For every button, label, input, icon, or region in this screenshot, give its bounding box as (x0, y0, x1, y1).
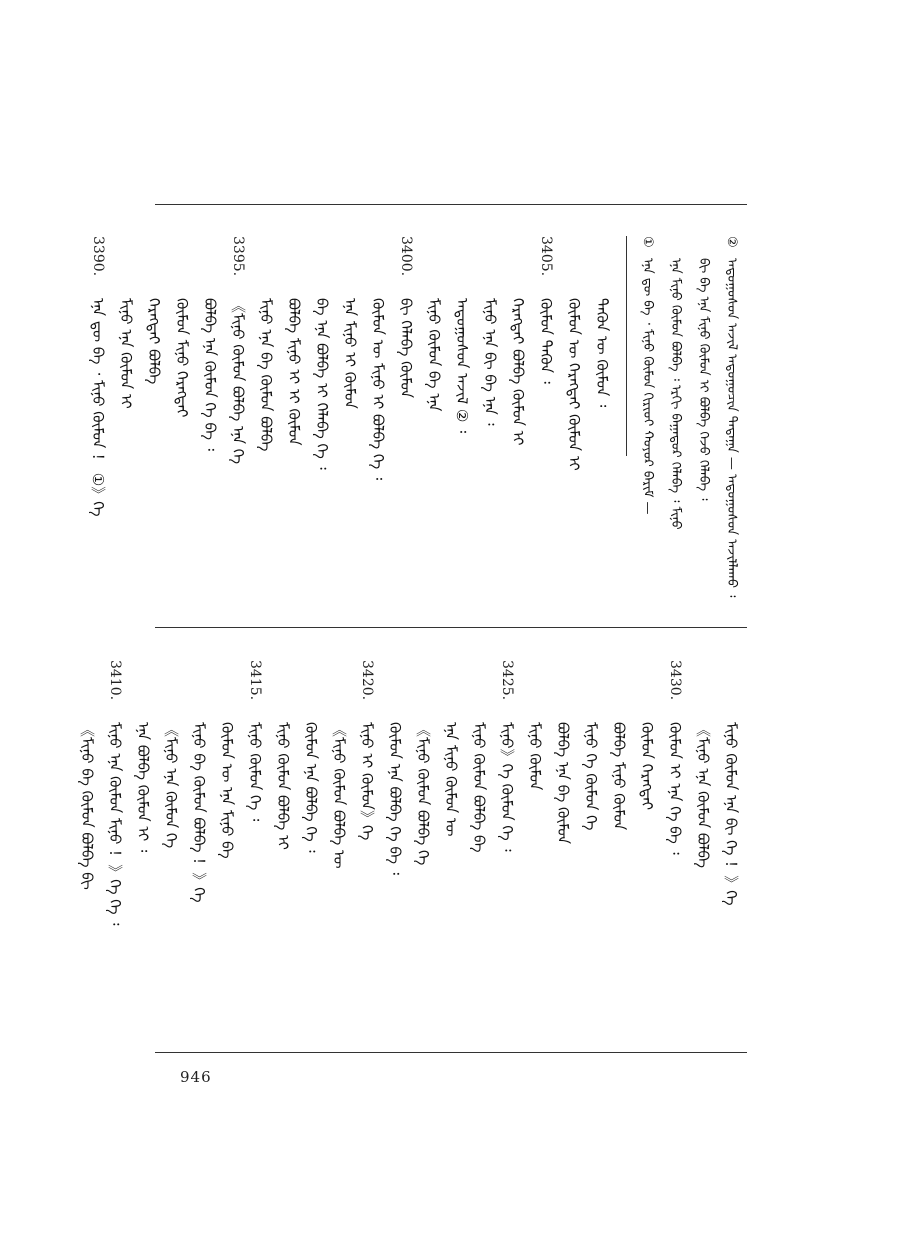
verse-line (504, 236, 532, 616)
line-text: ᠮᠢᠨᠤ ᠡᠨᠡ ᠬᠦᠮᠦᠨ ᠮᠢᠨᠤ ！》ᠭᠡ ᠭᠡ ᠄ (106, 722, 124, 926)
footnote-line (717, 236, 745, 616)
verse-line (476, 236, 504, 616)
line-text: ᠮᠢᠨᠤ ᠢ ᠬᠦᠮᠦᠨ》ᠭᠡ (358, 722, 376, 841)
line-text: ᠡᠨᠡ ᠳᠦ ᠪᠠ ᠂ ᠮᠢᠨᠤ ᠬᠦᠮᠦᠨ ！ ①》ᠭᠡ (89, 298, 107, 517)
verse-line (420, 236, 448, 616)
line-text: ᠮᠢᠨᠤ ᠬᠦᠮᠦᠨ ᠪᠣᠯᠪᠠ ᠪᠠ (470, 722, 488, 853)
line-text: ᠮᠢᠨᠤ ᠬᠦᠮᠦᠨ ᠡᠨᠡ ᠪᠢ ᠭᠡ ！》ᠭᠡ (722, 722, 740, 906)
footnote-text: ᠡᠨᠡ ᠮᠢᠨᠤ ᠬᠦᠮᠦᠨ ᠪᠣᠯᠪᠠ ᠄ ᠡᠷᠬᠢ ᠪᠠᠭᠠᠲᠤᠷ ᠬᠡᠯᠡᠪᠡ ᠄ ᠮᠢᠨᠤ (668, 258, 683, 530)
line-text: ᠬᠦᠮᠦᠨ ᠢ ᠡᠨᠡ ᠭᠡ ᠪᠠ ᠄ (666, 722, 684, 855)
verse-line (297, 660, 325, 1040)
line-text: 《ᠮᠢᠨᠤ ᠡᠨᠡ ᠬᠦᠮᠦᠨ ᠭᠡ (162, 722, 180, 849)
verse-line (213, 660, 241, 1040)
line-text: ᠮᠢᠨᠤ ᠪᠠ ᠬᠦᠮᠦᠨ ᠪᠣᠯᠪᠠ ！》ᠭᠡ (190, 722, 208, 903)
line-text: ᠮᠢᠨᠤ ᠬᠦᠮᠦᠨ ᠪᠠ ᠡᠨᠡ (425, 298, 443, 412)
line-text: 《ᠮᠢᠨᠤ ᠡᠨᠡ ᠬᠦᠮᠦᠨ ᠪᠣᠯᠪᠠ (694, 722, 712, 868)
verse-line (381, 660, 409, 1040)
line-text: ᠡᠨᠡ ᠪᠣᠯᠪᠠ ᠬᠦᠮᠦᠨ ᠢ ᠄ (134, 722, 152, 853)
verse-line (269, 660, 297, 1040)
verse-line (588, 236, 616, 616)
line-text: ᠪᠣᠯᠪᠠ ᠮᠢᠨᠤ ᠬᠦᠮᠦᠨ (610, 722, 628, 831)
line-text: ᠬᠡᠷᠡᠭᠲᠡᠢ ᠪᠣᠯᠪᠠ ᠬᠦᠮᠦᠨ ᠢ (509, 298, 527, 446)
footnote-text: ᠪᠢ ᠪᠡ ᠡᠨᠡ ᠮᠢᠨᠤ ᠬᠦᠮᠦᠨ ᠢ ᠪᠣᠯᠪᠠ ᠭᠡᠵᠦ ᠬᠡᠯᠡᠪᠡ ᠄ (696, 258, 711, 501)
verse-line (84, 236, 112, 616)
line-text: ᠪᠠ ᠡᠨᠡ ᠪᠣᠯᠪᠠ ᠢ ᠬᠡᠯᠡᠪᠡ ᠭᠡ ᠄ (313, 298, 331, 470)
verse-line (364, 236, 392, 616)
verse-line (717, 660, 745, 1040)
verse-line (280, 236, 308, 616)
verse-lines-top (84, 236, 616, 616)
verse-line (336, 236, 364, 616)
bottom-text-block (78, 660, 745, 1040)
verse-line (577, 660, 605, 1040)
line-text: ᠮᠢᠨᠤ ᠬᠦᠮᠦᠨ (526, 722, 544, 791)
verse-line (185, 660, 213, 1040)
line-text: ᠪᠣᠯᠪᠠ ᠮᠢᠨᠤ ᠢ ᠢ ᠬᠦᠮᠦᠨ (285, 298, 303, 446)
verse-line (325, 660, 353, 1040)
line-text: ᠠᠳᠤᠭᠤᠰᠤᠨ ᠠᠵᠢᠯ ② ᠄ (453, 298, 471, 434)
verse-line (241, 660, 269, 1040)
line-text: ᠡᠨᠡ ᠮᠢᠨᠤ ᠢ ᠬᠦᠮᠦᠨ (341, 298, 359, 409)
verse-line (560, 236, 588, 616)
line-number: 3430. (667, 660, 683, 701)
line-number: 3405. (538, 236, 554, 277)
verse-line (689, 660, 717, 1040)
footnote-text: ᠠᠳᠤᠭᠤᠰᠤᠨ ᠠᠵᠢᠯ ᠠᠳᠤᠭᠤᠴᠢᠨ ᠲᠠᠲᠠᠭᠠ — ᠠᠳᠤᠭᠤᠰᠤᠨ ᠠᠵᠢᠯᠯᠠᠬᠤ ᠄ (724, 258, 739, 598)
line-text: ᠡᠨᠡ ᠮᠢᠨᠤ ᠬᠦᠮᠦᠨ ᠦ (442, 722, 460, 837)
verse-line (224, 236, 252, 616)
line-text: ᠬᠦᠮᠦᠨ ᠦ ᠡᠨᠡ ᠮᠢᠨᠤ ᠪᠠ (218, 722, 236, 859)
line-text: 《ᠮᠢᠨᠤ ᠬᠦᠮᠦᠨ ᠪᠣᠯᠪᠠ ᠭᠡ (414, 722, 432, 866)
line-text: ᠬᠦᠮᠦᠨ ᠬᠡᠷᠡᠭᠲᠡᠢ (638, 722, 656, 811)
verse-line (353, 660, 381, 1040)
line-number: 3395. (230, 236, 246, 277)
verse-line (521, 660, 549, 1040)
footnote-line (661, 236, 689, 616)
line-text: ᠮᠢᠨᠤ ᠬᠦᠮᠦᠨ ᠪᠣᠯᠪᠠ ᠢ (274, 722, 292, 850)
footnote-line (633, 236, 661, 616)
verse-line (409, 660, 437, 1040)
verse-line (448, 236, 476, 616)
line-text: ᠪᠢ ᠬᠡᠯᠡᠪᠡ ᠬᠦᠮᠦᠨ (397, 298, 415, 399)
verse-line (549, 660, 577, 1040)
line-text: ᠮᠢᠨᠤ ᠭᠡ ᠬᠦᠮᠦᠨ ᠭᠡ (582, 722, 600, 831)
line-text: ᠲᠡᠭᠦᠨ ᠦ ᠬᠦᠮᠦᠨ ᠄ (593, 298, 611, 408)
verse-line (392, 236, 420, 616)
footnote-separator (626, 236, 627, 456)
page-number: 946 (180, 1068, 212, 1086)
top-text-block (89, 236, 745, 616)
line-text: ᠬᠦᠮᠦᠨ ᠦ ᠮᠢᠨᠤ ᠢ ᠪᠣᠯᠪᠠ ᠭᠡ ᠄ (369, 298, 387, 481)
verse-line (112, 236, 140, 616)
middle-rule (155, 627, 747, 628)
verse-line (437, 660, 465, 1040)
line-text: ᠮᠢᠨᠤ ᠡᠨᠡ ᠪᠢ ᠪᠠ ᠡᠨᠡ ᠄ (481, 298, 499, 426)
verse-line (101, 660, 129, 1040)
verse-line (73, 660, 101, 1040)
footnote-line (689, 236, 717, 616)
top-rule (155, 204, 747, 205)
line-text: ᠪᠣᠯᠪᠠ ᠡᠨᠡ ᠬᠦᠮᠦᠨ ᠭᠡ ᠪᠠ ᠄ (201, 298, 219, 451)
line-text: ᠬᠡᠷᠡᠭᠲᠡᠢ ᠪᠣᠯᠪᠠ (145, 298, 163, 385)
footnotes (633, 236, 745, 616)
line-text: ᠮᠢᠨᠤ ᠡᠨᠡ ᠪᠠ ᠬᠦᠮᠦᠨ ᠪᠣᠯᠪᠠ (257, 298, 275, 452)
line-number: 3425. (499, 660, 515, 701)
verse-line (465, 660, 493, 1040)
line-text: ᠬᠦᠮᠦᠨ ᠡᠨᠡ ᠪᠣᠯᠪᠠ ᠭᠡ ᠄ (302, 722, 320, 853)
verse-lines-bottom (73, 660, 745, 1040)
line-text: 《ᠮᠢᠨᠤ ᠬᠦᠮᠦᠨ ᠪᠣᠯᠪᠠ ᠡᠨᠡ ᠭᠡ (229, 298, 247, 465)
verse-line (140, 236, 168, 616)
line-number: 3415. (247, 660, 263, 701)
line-text: ᠮᠢᠨᠤ ᠡᠨᠡ ᠬᠦᠮᠦᠨ ᠢ (117, 298, 135, 409)
verse-line (196, 236, 224, 616)
line-text: 《ᠮᠢᠨᠤ ᠬᠦᠮᠦᠨ ᠪᠣᠯᠪᠠ ᠦ (330, 722, 348, 869)
verse-line (308, 236, 336, 616)
line-number: 3410. (107, 660, 123, 701)
verse-line (168, 236, 196, 616)
line-text: 《ᠮᠢᠨᠤ ᠪᠠ ᠬᠦᠮᠦᠨ ᠪᠣᠯᠪᠠ ᠪᠢ (78, 722, 96, 890)
verse-line (605, 660, 633, 1040)
line-text: ᠬᠦᠮᠦᠨ ᠦ ᠬᠡᠷᠡᠭᠲᠡᠢ ᠬᠦᠮᠦᠨ ᠢ (565, 298, 583, 471)
verse-line (157, 660, 185, 1040)
footnote-marker: ① (640, 236, 655, 248)
bottom-rule (155, 1052, 747, 1053)
line-text: ᠪᠣᠯᠪᠠ ᠡᠨᠡ ᠪᠠ ᠬᠦᠮᠦᠨ (554, 722, 572, 844)
footnote-marker: ② (724, 236, 739, 248)
line-text: ᠮᠢᠨᠤ ᠬᠦᠮᠦᠨ ᠭᠡ ᠄ (246, 722, 264, 822)
line-number: 3400. (398, 236, 414, 277)
verse-line (129, 660, 157, 1040)
line-text: ᠬᠦᠮᠦᠨ ᠲᠡᠭᠦᠨ ᠄ (537, 298, 555, 384)
verse-line (532, 236, 560, 616)
verse-line (252, 236, 280, 616)
line-text: ᠬᠦᠮᠦᠨ ᠮᠢᠨᠤ ᠬᠡᠷᠡᠭᠲᠡᠢ (173, 298, 191, 418)
verse-line (493, 660, 521, 1040)
line-number: 3420. (359, 660, 375, 701)
line-text: ᠬᠦᠮᠦᠨ ᠡᠨᠡ ᠪᠣᠯᠪᠠ ᠭᠡ ᠪᠠ ᠄ (386, 722, 404, 875)
line-text: ᠮᠢᠨᠤ》ᠭᠡ ᠬᠦᠮᠦᠨ ᠭᠡ ᠄ (498, 722, 516, 852)
line-number: 3390. (90, 236, 106, 277)
footnote-text: ᠡᠨᠡ ᠳᠦ ᠪᠠ ᠂ ᠮᠢᠨᠤ ᠬᠦᠮᠦᠨ ᠬᠢᠷᠢᠦᠢ ᠬᠤᠶᠤᠷ ᠪᠠᠷᠢᠮ — (640, 258, 655, 515)
verse-line (633, 660, 661, 1040)
verse-line (661, 660, 689, 1040)
